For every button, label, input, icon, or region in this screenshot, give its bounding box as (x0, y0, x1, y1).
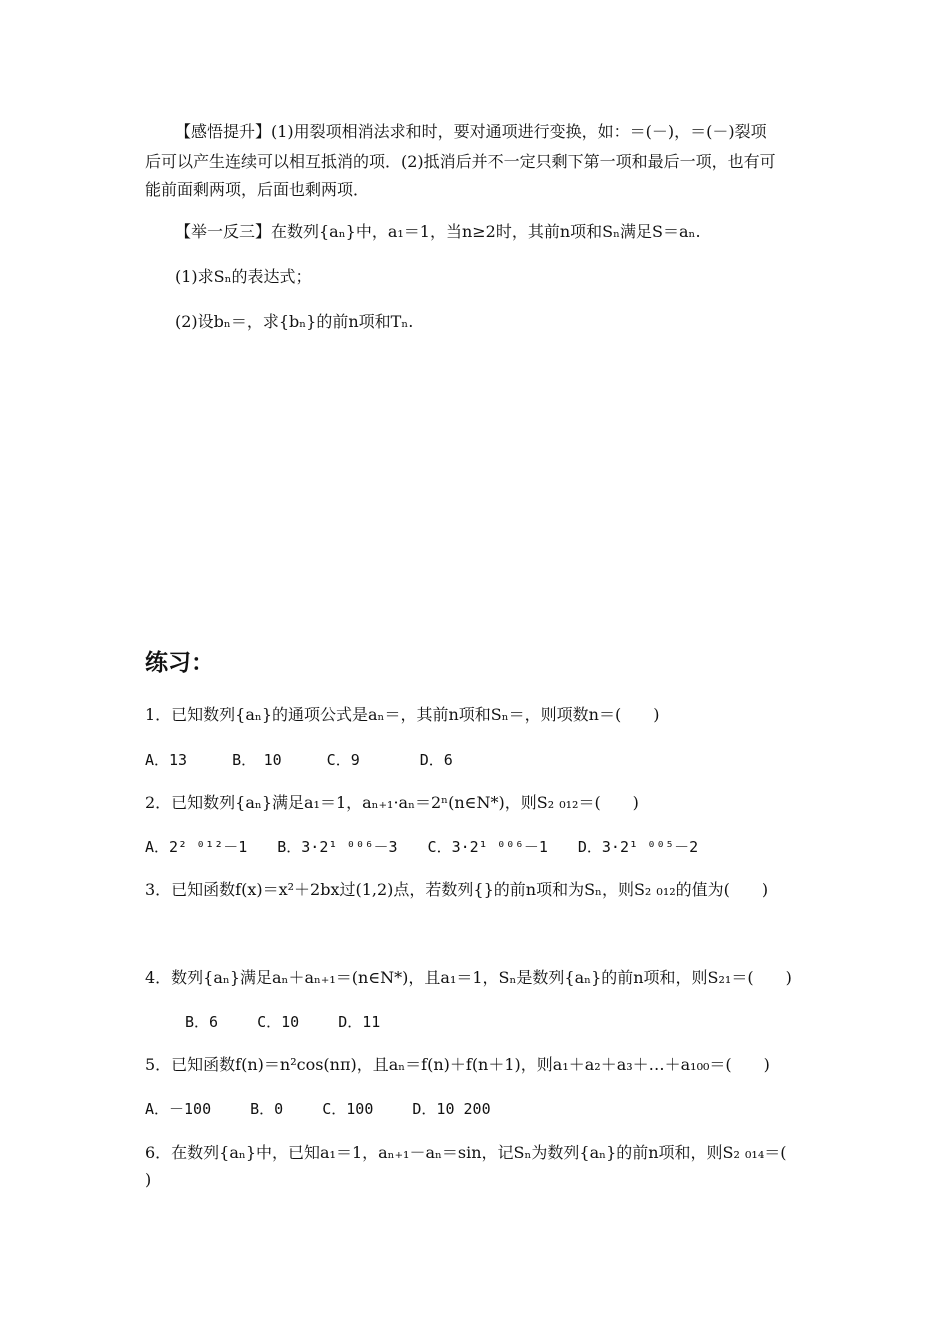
question-2-options: A．2² ⁰¹²－1 B．3·2¹ ⁰⁰⁶－3 C．3·2¹ ⁰⁰⁶－1 D．3·2¹ ⁰⁰⁵－2 (145, 838, 699, 856)
question-4-options: B．6 C．10 D．11 (185, 1013, 381, 1031)
insight-line-2: 后可以产生连续可以相互抵消的项．(2)抵消后并不一定只剩下第一项和最后一项，也有可 (145, 152, 776, 171)
question-3: 3．已知函数f(x)＝x²＋2bx过(1,2)点，若数列{}的前n项和为Sₙ，则S₂ ₀₁₂的值为( ) (145, 880, 769, 899)
question-2: 2．已知数列{aₙ}满足a₁＝1，aₙ₊₁·aₙ＝2ⁿ(n∈N*)，则S₂ ₀₁₂＝( ) (145, 793, 639, 812)
question-6-line-2: ) (145, 1170, 152, 1189)
question-5: 5．已知函数f(n)＝n²cos(nπ)，且aₙ＝f(n)＋f(n＋1)，则a₁＋a₂＋a₃＋…＋a₁₀₀＝( ) (145, 1055, 770, 1074)
example-part-2: (2)设bₙ＝，求{bₙ}的前n项和Tₙ. (175, 312, 414, 331)
question-4: 4．数列{aₙ}满足aₙ＋aₙ₊₁＝(n∈N*)，且a₁＝1，Sₙ是数列{aₙ}的前n项和，则S₂₁＝( ) (145, 968, 792, 987)
question-1-options: A．13 B． 10 C．9 D．6 (145, 751, 453, 769)
question-5-options: A．－100 B．0 C．100 D．10 200 (145, 1100, 491, 1118)
question-6-line-1: 6．在数列{aₙ}中，已知a₁＝1，aₙ₊₁－aₙ＝sin，记Sₙ为数列{aₙ}的前n项和，则S₂ ₀₁₄＝( (145, 1143, 787, 1162)
example-stem: 【举一反三】在数列{aₙ}中，a₁＝1，当n≥2时，其前n项和Sₙ满足S＝aₙ. (175, 222, 701, 241)
practice-heading: 练习： (145, 650, 214, 676)
insight-line-1: 【感悟提升】(1)用裂项相消法求和时，要对通项进行变换，如：＝(－)，＝(－)裂项 (175, 122, 767, 141)
insight-line-3: 能前面剩两项，后面也剩两项． (145, 180, 370, 199)
question-1: 1．已知数列{aₙ}的通项公式是aₙ＝，其前n项和Sₙ＝，则项数n＝( ) (145, 705, 660, 724)
example-part-1: (1)求Sₙ的表达式； (175, 267, 312, 286)
